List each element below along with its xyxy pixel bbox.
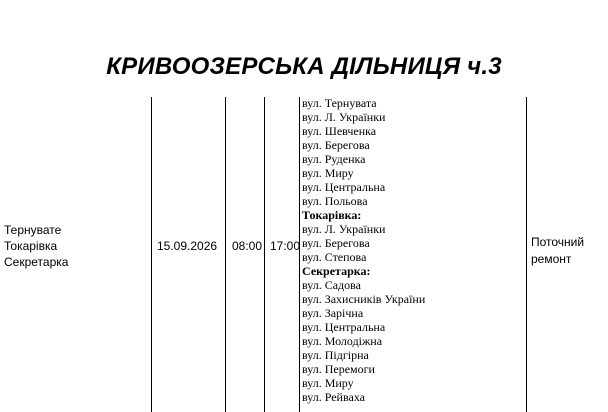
street-item: вул. Рейваха xyxy=(302,390,365,404)
street-item: вул. Руденка xyxy=(302,152,366,166)
column-divider xyxy=(299,97,300,412)
column-divider xyxy=(264,97,265,412)
settlement-name: Токарівка xyxy=(4,239,58,253)
time-from: 08:00 xyxy=(232,239,263,253)
streets-list xyxy=(302,96,425,404)
settlement-header: Токарівка: xyxy=(302,208,362,222)
street-item: вул. Л. Українки xyxy=(302,222,386,236)
settlement-name: Тернувате xyxy=(4,223,62,237)
street-item: вул. Миру xyxy=(302,166,354,180)
street-item: вул. Польова xyxy=(302,194,368,208)
work-type: Поточний ремонт xyxy=(531,235,585,266)
street-item: вул. Тернувата xyxy=(302,96,377,110)
street-item: вул. Перемоги xyxy=(302,362,375,376)
column-divider xyxy=(151,97,152,412)
street-item: вул. Степова xyxy=(302,250,367,264)
street-item: вул. Захисників України xyxy=(302,292,426,306)
street-item: вул. Підгірна xyxy=(302,348,369,362)
street-item: вул. Зарічна xyxy=(302,306,364,320)
outage-date: 15.09.2026 xyxy=(157,239,218,253)
street-item: вул. Миру xyxy=(302,376,354,390)
street-item: вул. Шевченка xyxy=(302,124,377,138)
column-divider xyxy=(225,97,226,412)
street-item: вул. Садова xyxy=(302,278,361,292)
time-to: 17:00 xyxy=(270,239,301,253)
settlement-header: Секретарка: xyxy=(302,264,371,278)
column-divider xyxy=(526,97,527,412)
street-item: вул. Центральна xyxy=(302,320,386,334)
street-item: вул. Берегова xyxy=(302,138,370,152)
street-item: вул. Л. Українки xyxy=(302,110,386,124)
settlements-cell xyxy=(4,222,68,270)
street-item: вул. Берегова xyxy=(302,236,370,250)
page-title: КРИВООЗЕРСЬКА ДІЛЬНИЦЯ ч.3 xyxy=(106,53,502,80)
street-item: вул. Молодіжна xyxy=(302,334,383,348)
settlement-name: Секретарка xyxy=(4,255,69,269)
street-item: вул. Центральна xyxy=(302,180,386,194)
